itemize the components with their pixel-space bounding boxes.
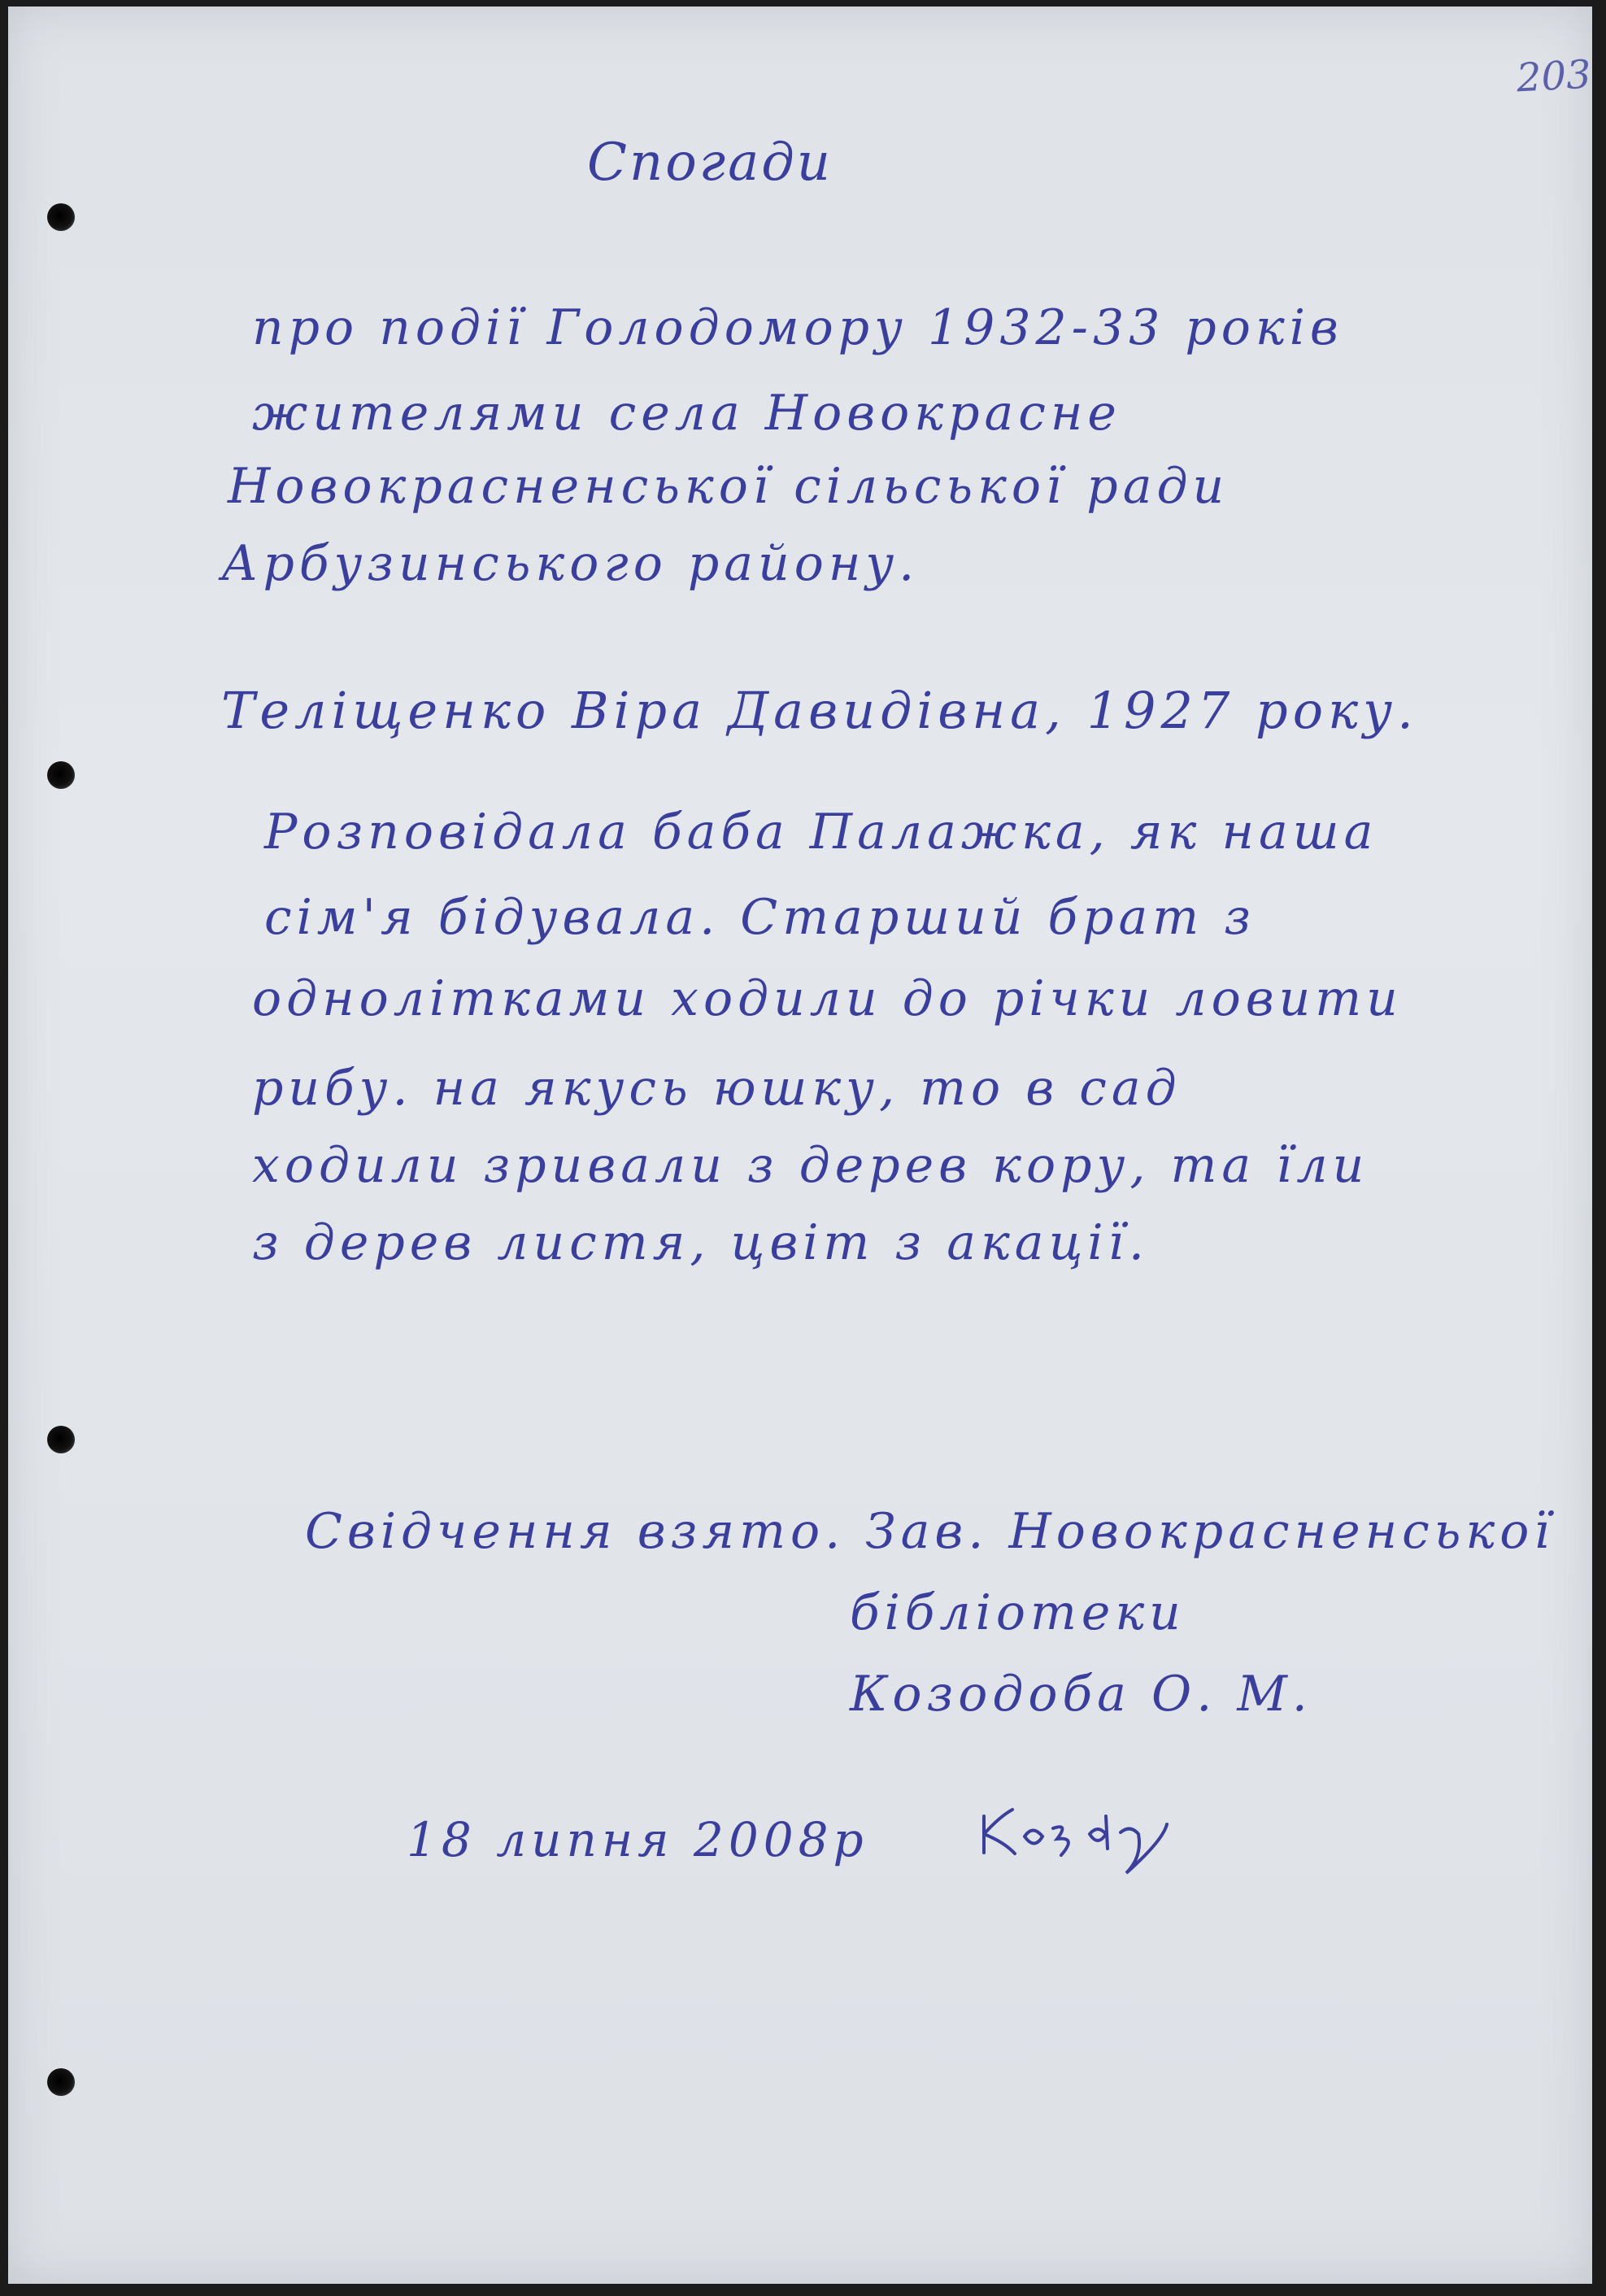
document-title: Спогади [587,133,833,193]
punch-hole [47,761,75,789]
source-line: бібліотеки [850,1584,1186,1641]
subject-line: Новокрасненської сільської ради [228,458,1230,515]
witness-name: Теліщенко Віра Давидівна, 1927 року. [221,681,1418,740]
punch-hole [47,2068,75,2096]
story-line: сім'я бідувала. Старший брат з [264,889,1256,946]
handwritten-signature [976,1792,1171,1881]
subject-line: про події Голодомору 1932-33 років [252,299,1343,356]
archive-page-number: 203 [1515,51,1592,102]
story-line: з дерев листя, цвіт з акації. [252,1214,1149,1271]
source-line: Козодоба О. М. [850,1666,1312,1723]
subject-line: Арбузинського району. [221,535,920,592]
document-page [8,7,1592,2284]
subject-line: жителями села Новокрасне [252,385,1121,442]
punch-hole [47,203,75,231]
story-line: ходили зривали з дерев кору, та їли [252,1137,1369,1194]
story-line: Розповідала баба Палажка, як наша [264,804,1378,860]
story-line: однолітками ходили до річки ловити [252,970,1403,1027]
document-date: 18 липня 2008р [407,1812,868,1867]
punch-hole [47,1426,75,1453]
story-line: рибу. на якусь юшку, то в сад [252,1060,1182,1117]
source-line: Свідчення взято. Зав. Новокрасненської [305,1503,1555,1560]
